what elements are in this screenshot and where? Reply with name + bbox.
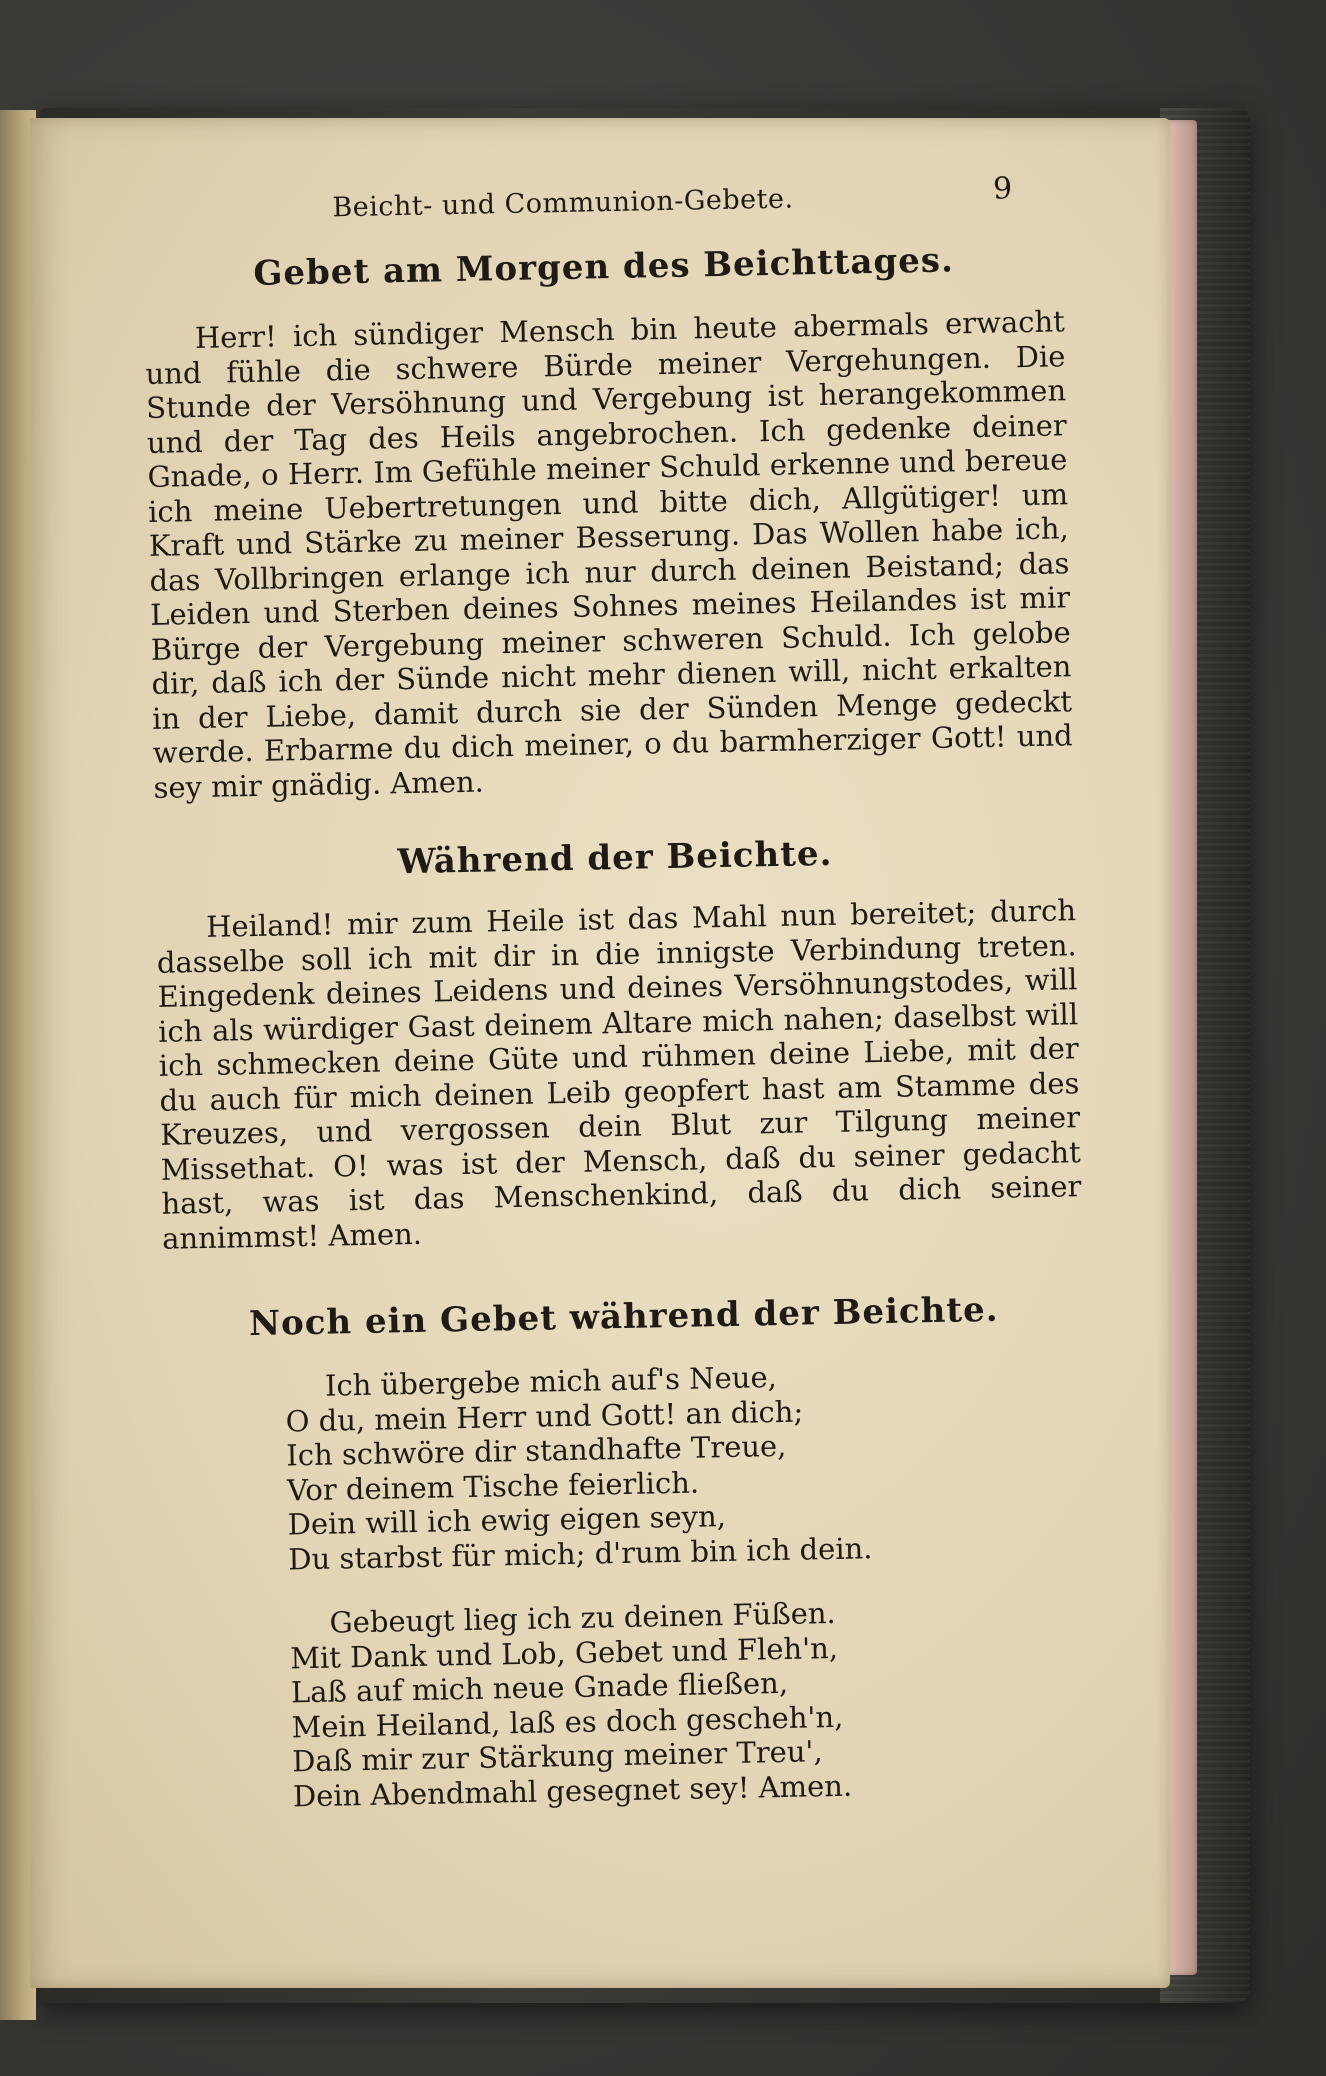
section-heading-another-prayer: Noch ein Gebet während der Beichte. [248, 1289, 999, 1345]
section-heading-morning-prayer: Gebet am Morgen des Beichttages. [253, 240, 955, 294]
poem-line: Gebeugt lieg ich zu deinen Füßen. [329, 1595, 837, 1640]
book-page [30, 118, 1170, 1988]
section-heading-during-confession: Während der Beichte. [397, 833, 833, 883]
page-number: 9 [992, 171, 1013, 207]
section-paragraph-morning-prayer: Herr! ich sündiger Mensch bin heute abermals erwacht und fühle die schwere Bürde meiner Vergehungen. Die Stunde der Versöhnung und Vergebung ist herangekommen und der Tag des Heils angebrochen. Ich gedenke deiner Gnade, o Herr. Im Gefühle meiner Schuld erkenne und bereue ich meine Uebertretungen und bitte dich, Allgütiger! um Kraft und Stärke zu meiner Besserung. Das Wollen habe ich, das Vollbringen erlange ich nur durch deinen Beistand; das Leiden und Sterben deines Sohnes meines Heilandes ist mir Bürge der Vergebung meiner schweren Schuld. Ich gelobe dir, daß ich der Sünde nicht mehr dienen will, nicht erkalten in der Liebe, damit durch sie der Sünden Menge gedeckt werde. Erbarme du dich meiner, o du barmherziger Gott! und sey mir gnädig. Amen. [145, 304, 1074, 805]
poem-line: O du, mein Herr und Gott! an dich; [285, 1394, 804, 1438]
poem-line: Vor deinem Tische feierlich. [286, 1465, 700, 1507]
poem-line: Ich schwöre dir standhafte Treue, [286, 1428, 787, 1473]
running-title: Beicht- und Communion-Gebete. [332, 183, 794, 224]
poem-line: Daß mir zur Stärkung meiner Treu', [291, 1734, 823, 1779]
poem-stanza [165, 1354, 1089, 1579]
page-content [142, 170, 1093, 1815]
poem-line: Dein will ich ewig eigen seyn, [287, 1499, 727, 1542]
poem-line: Dein Abendmahl gesegnet sey! Amen. [292, 1768, 853, 1813]
poem-line: Laß auf mich neue Gnade fließen, [290, 1665, 789, 1710]
poem-line: Du starbst für mich; d'rum bin ich dein. [288, 1530, 873, 1576]
running-head [142, 170, 1063, 248]
poem-stanza [169, 1591, 1093, 1816]
poem-line: Ich übergebe mich auf's Neue, [324, 1360, 778, 1403]
poem-line: Mit Dank und Lob, Gebet und Fleh'n, [289, 1630, 839, 1675]
section-paragraph-during-confession: Heiland! mir zum Heile ist das Mahl nun bereitet; durch dasselbe soll ich mit dir in die innigste Verbindung treten. Eingedenk deines Leidens und deines Versöhnungstodes, will ich als würdiger Gast deinem Altare mich nahen; daselbst will ich schmecken deine Güte und rühmen deine Liebe, mit der du auch für mich deinen Leib geopfert hast am Stamme des Kreuzes, und vergossen dein Blut zur Tilgung meiner Missethat. O! was ist der Mensch, daß du seiner gedacht hast, was ist das Menschenkind, daß du dich seiner annimmst! Amen. [156, 893, 1082, 1256]
poem-line: Mein Heiland, laß es doch gescheh'n, [291, 1699, 844, 1744]
